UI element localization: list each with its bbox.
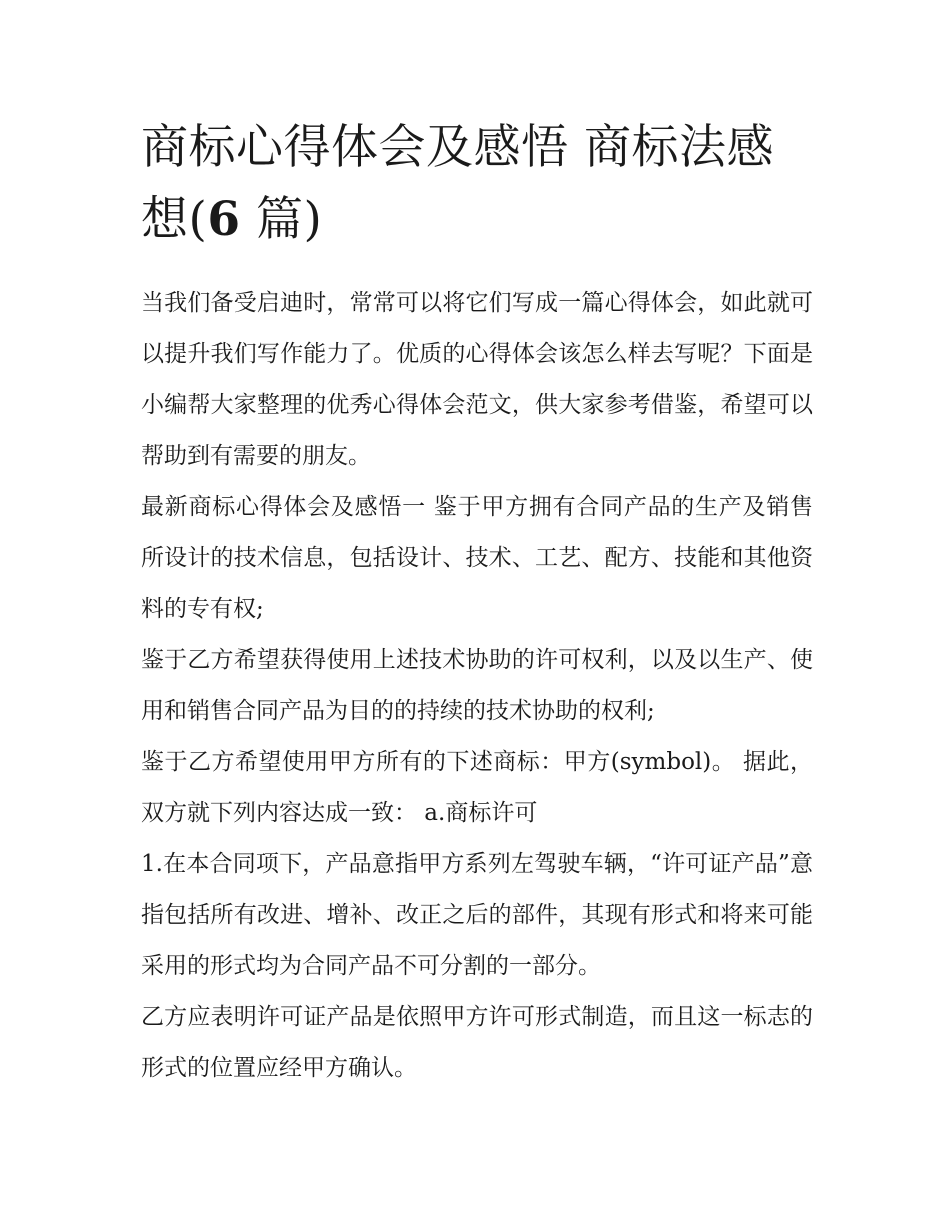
- title-text-2: 篇): [256, 192, 323, 247]
- paragraph-trademark-use: 鉴于乙方希望使用甲方所有的下述商标：甲方(symbol)。 据此，双方就下列内容达成一致： a.商标许可: [141, 749, 813, 826]
- document-title: [141, 112, 813, 256]
- document-body: [141, 278, 813, 1094]
- paragraph-license-rights: 鉴于乙方希望获得使用上述技术协助的许可权利，以及以生产、使用和销售合同产品为目的的持续的技术协助的权利;: [141, 647, 813, 724]
- paragraph-clause-mark: 乙方应表明许可证产品是依照甲方许可形式制造，而且这一标志的形式的位置应经甲方确认。: [141, 1004, 813, 1081]
- title-text-1: 商标心得体会及感悟 商标法感想(: [141, 120, 774, 247]
- document-page: [141, 112, 813, 1094]
- title-number: 6: [207, 192, 241, 247]
- paragraph-section-one: 最新商标心得体会及感悟一 鉴于甲方拥有合同产品的生产及销售所设计的技术信息，包括设计、技术、工艺、配方、技能和其他资料的专有权;: [141, 494, 813, 622]
- paragraph-clause-1: 1.在本合同项下，产品意指甲方系列左驾驶车辆，“许可证产品”意指包括所有改进、增补、改正之后的部件，其现有形式和将来可能采用的形式均为合同产品不可分割的一部分。: [141, 851, 813, 979]
- paragraph-intro: 当我们备受启迪时，常常可以将它们写成一篇心得体会，如此就可以提升我们写作能力了。优质的心得体会该怎么样去写呢？下面是小编帮大家整理的优秀心得体会范文，供大家参考借鉴，希望可以帮助到有需要的朋友。: [141, 290, 813, 469]
